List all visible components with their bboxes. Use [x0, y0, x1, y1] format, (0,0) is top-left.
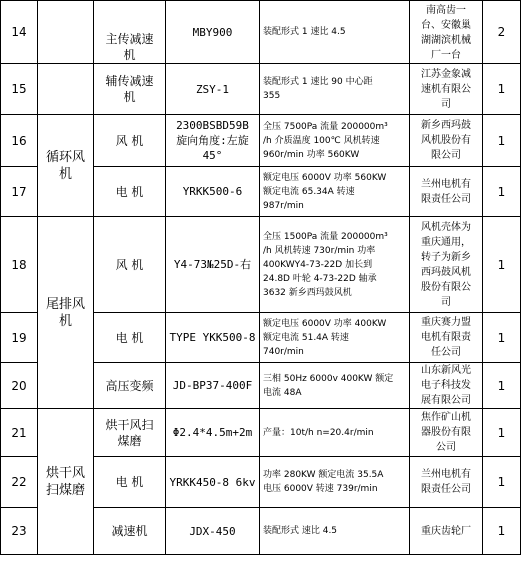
row-number: 23 — [1, 508, 38, 555]
manufacturer: 风机壳体为 重庆通用， 转子为新乡 西玛鼓风机 股份有限公 司 — [410, 217, 483, 313]
quantity: 1 — [483, 115, 521, 167]
table-row — [1, 1, 521, 64]
quantity: 1 — [483, 409, 521, 457]
manufacturer: 南高齿一 台、安徽巢 湖湖滨机械 厂一台 — [410, 1, 483, 64]
equipment-spec: 装配形式 1 速比 4.5 — [260, 1, 410, 64]
row-number: 15 — [1, 64, 38, 115]
manufacturer: 重庆齿轮厂 — [410, 508, 483, 555]
system-group-label: 尾排风 机 — [38, 217, 94, 409]
manufacturer: 重庆赛力盟 电机有限责 任公司 — [410, 313, 483, 363]
equipment-model: JD-BP37-400F — [166, 363, 260, 409]
equipment-name: 烘干风扫 煤磨 — [94, 409, 166, 457]
row-number: 20 — [1, 363, 38, 409]
equipment-model: TYPE YKK500-8 — [166, 313, 260, 363]
equipment-name: 电 机 — [94, 313, 166, 363]
equipment-model: JDX-450 — [166, 508, 260, 555]
equipment-name: 风 机 — [94, 217, 166, 313]
quantity: 1 — [483, 64, 521, 115]
system-group-label: 烘干风 扫煤磨 — [38, 409, 94, 555]
table-row — [1, 409, 521, 457]
equipment-spec: 三相 50Hz 6000v 400KW 额定 电流 48A — [260, 363, 410, 409]
quantity: 2 — [483, 1, 521, 64]
row-number: 19 — [1, 313, 38, 363]
equipment-model: YRKK500-6 — [166, 167, 260, 217]
row-number: 14 — [1, 1, 38, 64]
equipment-model: YRKK450-8 6kv — [166, 457, 260, 508]
quantity: 1 — [483, 508, 521, 555]
quantity: 1 — [483, 363, 521, 409]
equipment-name: 辅传减速 机 — [94, 64, 166, 115]
manufacturer: 兰州电机有 限责任公司 — [410, 167, 483, 217]
equipment-name: 电 机 — [94, 457, 166, 508]
equipment-spec: 全压 1500Pa 流量 200000m³ /h 风机转速 730r/min 功率 400KWY4-73-22D 加长到 24.8D 叶轮 4-73-22D 轴承 3632 新乡西玛鼓风机 — [260, 217, 410, 313]
equipment-spec: 装配形式 速比 4.5 — [260, 508, 410, 555]
row-number: 21 — [1, 409, 38, 457]
table-row — [1, 64, 521, 115]
row-number: 17 — [1, 167, 38, 217]
quantity: 1 — [483, 457, 521, 508]
system-cell-empty — [38, 64, 94, 115]
equipment-model: MBY900 — [166, 1, 260, 64]
equipment-spec: 装配形式 1 速比 90 中心距 355 — [260, 64, 410, 115]
equipment-name: 电 机 — [94, 167, 166, 217]
manufacturer: 兰州电机有 限责任公司 — [410, 457, 483, 508]
equipment-name: 主传减速 机 — [94, 1, 166, 64]
manufacturer: 山东新风光 电子科技发 展有限公司 — [410, 363, 483, 409]
equipment-name: 高压变频 — [94, 363, 166, 409]
table-row — [1, 217, 521, 313]
equipment-model: Y4-73№25D-右 — [166, 217, 260, 313]
equipment-spec: 额定电压 6000V 功率 560KW 额定电流 65.34A 转速 987r/min — [260, 167, 410, 217]
equipment-model: 2300BSBD59B 旋向角度:左旋 45° — [166, 115, 260, 167]
equipment-spec: 额定电压 6000V 功率 400KW 额定电流 51.4A 转速 740r/min — [260, 313, 410, 363]
manufacturer: 新乡西玛鼓 风机股份有 限公司 — [410, 115, 483, 167]
equipment-spec: 功率 280KW 额定电流 35.5A 电压 6000V 转速 739r/min — [260, 457, 410, 508]
manufacturer: 江苏金象减 速机有限公 司 — [410, 64, 483, 115]
system-group-label: 循环风 机 — [38, 115, 94, 217]
equipment-name: 减速机 — [94, 508, 166, 555]
equipment-spec: 全压 7500Pa 流量 200000m³ /h 介质温度 100℃ 风机转速 960r/min 功率 560KW — [260, 115, 410, 167]
equipment-model: Φ2.4*4.5m+2m — [166, 409, 260, 457]
table-row — [1, 115, 521, 167]
system-cell-empty — [38, 1, 94, 64]
quantity: 1 — [483, 217, 521, 313]
quantity: 1 — [483, 167, 521, 217]
equipment-name: 风 机 — [94, 115, 166, 167]
equipment-spec: 产量：10t/h n=20.4r/min — [260, 409, 410, 457]
row-number: 18 — [1, 217, 38, 313]
row-number: 16 — [1, 115, 38, 167]
row-number: 22 — [1, 457, 38, 508]
manufacturer: 焦作矿山机 器股份有限 公司 — [410, 409, 483, 457]
equipment-model: ZSY-1 — [166, 64, 260, 115]
quantity: 1 — [483, 313, 521, 363]
